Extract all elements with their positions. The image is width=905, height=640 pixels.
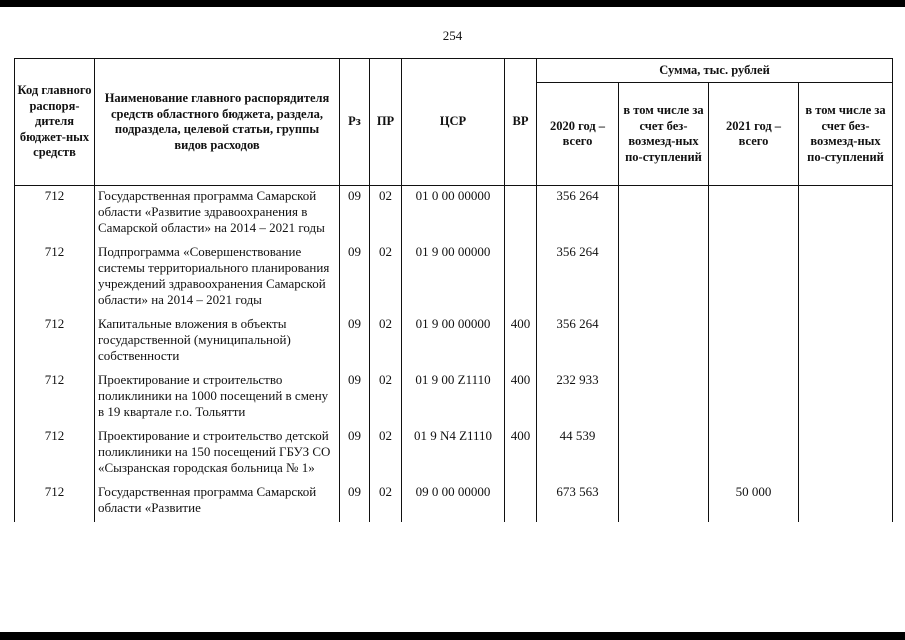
top-border xyxy=(0,0,905,7)
cell-vr xyxy=(505,482,537,522)
cell-2021-grants xyxy=(799,314,893,370)
cell-code: 712 xyxy=(15,186,95,243)
table-body xyxy=(15,186,893,523)
cell-pr: 02 xyxy=(370,426,402,482)
cell-2020-grants xyxy=(619,482,709,522)
cell-code: 712 xyxy=(15,314,95,370)
cell-2021-total xyxy=(709,314,799,370)
cell-rz: 09 xyxy=(340,314,370,370)
cell-pr: 02 xyxy=(370,186,402,243)
cell-2020-grants xyxy=(619,242,709,314)
cell-2020-grants xyxy=(619,186,709,243)
cell-2021-grants xyxy=(799,482,893,522)
cell-2021-total xyxy=(709,242,799,314)
cell-2021-grants xyxy=(799,242,893,314)
cell-name: Проектирование и строительство поликлиники на 1000 посещений в смену в 19 квартале г.о. Тольятти xyxy=(95,370,340,426)
col-csr-header: ЦСР xyxy=(402,59,505,186)
table-row xyxy=(15,370,893,426)
cell-csr: 09 0 00 00000 xyxy=(402,482,505,522)
cell-2021-total xyxy=(709,370,799,426)
cell-csr: 01 9 00 Z1110 xyxy=(402,370,505,426)
cell-name: Капитальные вложения в объекты государственной (муниципальной) собственности xyxy=(95,314,340,370)
bottom-border xyxy=(0,632,905,640)
cell-vr xyxy=(505,186,537,243)
cell-code: 712 xyxy=(15,242,95,314)
cell-2021-grants xyxy=(799,426,893,482)
table-row xyxy=(15,426,893,482)
col-vr-header: ВР xyxy=(505,59,537,186)
cell-pr: 02 xyxy=(370,242,402,314)
cell-pr: 02 xyxy=(370,482,402,522)
col-2020-grants-header: в том числе за счет без-возмезд-ных по-ступлений xyxy=(619,83,709,186)
table-row xyxy=(15,314,893,370)
table-row xyxy=(15,242,893,314)
col-2020-total-header: 2020 год – всего xyxy=(537,83,619,186)
cell-2021-total: 50 000 xyxy=(709,482,799,522)
cell-2020-grants xyxy=(619,370,709,426)
col-code-header: Код главного распоря-дителя бюджет-ных средств xyxy=(15,59,95,186)
col-name-header: Наименование главного распорядителя средств областного бюджета, раздела, подраздела, целевой статьи, группы видов расходов xyxy=(95,59,340,186)
cell-name: Проектирование и строительство детской поликлиники на 150 посещений ГБУЗ СО «Сызранская городская больница № 1» xyxy=(95,426,340,482)
cell-csr: 01 0 00 00000 xyxy=(402,186,505,243)
cell-name: Подпрограмма «Совершенствование системы территориального планирования учреждений здравоохранения Самарской области» на 2014 – 2021 годы xyxy=(95,242,340,314)
cell-2021-total xyxy=(709,186,799,243)
cell-csr: 01 9 N4 Z1110 xyxy=(402,426,505,482)
col-2021-total-header: 2021 год – всего xyxy=(709,83,799,186)
col-pr-header: ПР xyxy=(370,59,402,186)
cell-rz: 09 xyxy=(340,242,370,314)
cell-rz: 09 xyxy=(340,370,370,426)
table-header xyxy=(15,59,893,186)
cell-pr: 02 xyxy=(370,314,402,370)
cell-name: Государственная программа Самарской области «Развитие здравоохранения в Самарской области» на 2014 – 2021 годы xyxy=(95,186,340,243)
cell-csr: 01 9 00 00000 xyxy=(402,314,505,370)
cell-2021-grants xyxy=(799,370,893,426)
cell-vr: 400 xyxy=(505,370,537,426)
cell-2020-total: 356 264 xyxy=(537,242,619,314)
cell-csr: 01 9 00 00000 xyxy=(402,242,505,314)
cell-pr: 02 xyxy=(370,370,402,426)
cell-2020-grants xyxy=(619,426,709,482)
cell-vr: 400 xyxy=(505,426,537,482)
cell-code: 712 xyxy=(15,482,95,522)
page-number: 254 xyxy=(442,28,463,43)
cell-code: 712 xyxy=(15,370,95,426)
col-2021-grants-header: в том числе за счет без-возмезд-ных по-ступлений xyxy=(799,83,893,186)
cell-2021-total xyxy=(709,426,799,482)
cell-vr xyxy=(505,242,537,314)
cell-2020-total: 356 264 xyxy=(537,186,619,243)
cell-2020-total: 356 264 xyxy=(537,314,619,370)
table-row xyxy=(15,186,893,243)
sum-group-header: Сумма, тыс. рублей xyxy=(537,59,893,83)
cell-rz: 09 xyxy=(340,186,370,243)
cell-name: Государственная программа Самарской области «Развитие xyxy=(95,482,340,522)
table-row xyxy=(15,482,893,522)
cell-vr: 400 xyxy=(505,314,537,370)
cell-2021-grants xyxy=(799,186,893,243)
budget-table xyxy=(14,58,893,522)
cell-rz: 09 xyxy=(340,482,370,522)
cell-2020-total: 232 933 xyxy=(537,370,619,426)
cell-2020-total: 44 539 xyxy=(537,426,619,482)
cell-2020-grants xyxy=(619,314,709,370)
cell-rz: 09 xyxy=(340,426,370,482)
cell-code: 712 xyxy=(15,426,95,482)
cell-2020-total: 673 563 xyxy=(537,482,619,522)
col-rz-header: Рз xyxy=(340,59,370,186)
